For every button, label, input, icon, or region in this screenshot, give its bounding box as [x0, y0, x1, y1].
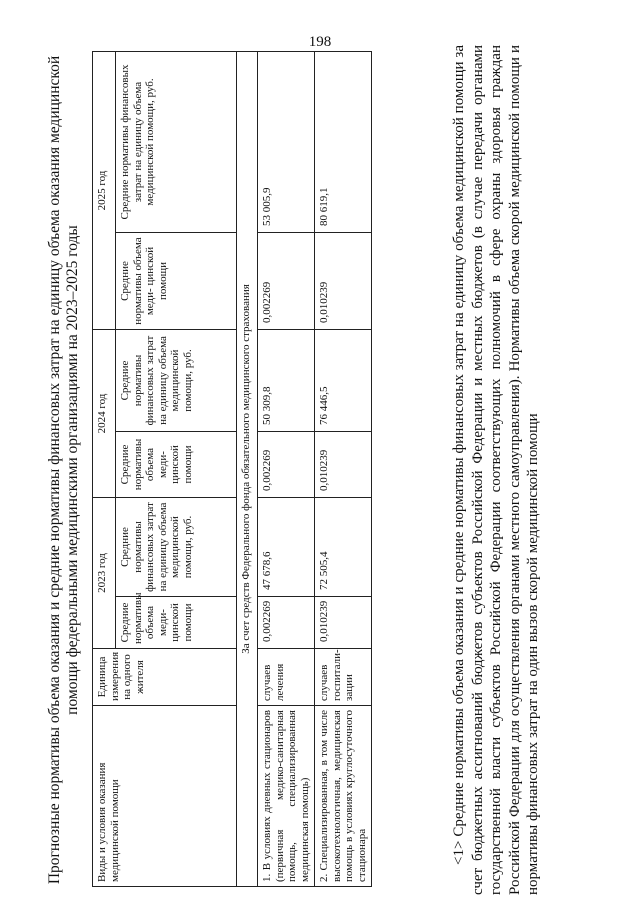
cell-cost-2025: 53 005,9 — [258, 52, 315, 233]
header-year-2023: 2023 год — [93, 498, 116, 649]
header-volume-norm-2024: Средние нормативы объема меди- цинской помощи — [116, 432, 237, 498]
footnote: <1> Средние нормативы объема оказания и средние нормативы финансовых затрат на единицу объема медицинской помощи за счет бюджетных ассигнований бюджетов субъектов Российской Федерации и местных бюджетов (в случае передачи органами государственной власти субъектов Российской Федерации соответствующих полномочий в сфере охраны здоровья граждан Российской Федерации для осуществления органами местного самоуправления). Нормативы объема скорой медицинской помощи и нормативы финансовых затрат на один вызов скорой медицинской помощи — [451, 45, 541, 895]
document-title: Прогнозные нормативы объема оказания и средние нормативы финансовых затрат на единицу объема оказания медицинской помощи федеральными медицинскими организациями на 2023–2025 годы — [46, 55, 81, 885]
header-cost-norm-2023: Средние нормативы финансовых затрат на единицу объема медицинской помощи, руб. — [116, 498, 237, 597]
header-year-2025: 2025 год — [93, 52, 116, 330]
norms-table — [92, 51, 372, 887]
cell-cost-2023: 47 678,6 — [258, 498, 315, 597]
table-row — [315, 52, 372, 887]
cell-volume-2024: 0,002269 — [258, 432, 315, 498]
cell-cost-2024: 50 309,8 — [258, 330, 315, 432]
cell-cost-2025: 80 619,1 — [315, 52, 372, 233]
cell-volume-2025: 0,010239 — [315, 233, 372, 330]
table-row — [258, 52, 315, 887]
cell-volume-2023: 0,010239 — [315, 597, 372, 649]
cell-cost-2024: 76 446,5 — [315, 330, 372, 432]
cell-cost-2023: 72 505,4 — [315, 498, 372, 597]
row-unit: случаев госпитали- зации — [315, 649, 372, 706]
header-cost-norm-2024: Средние нормативы финансовых затрат на единицу объема медицинской помощи, руб. — [116, 330, 237, 432]
section-title: За счет средств Федерального фонда обязательного медицинского страхования — [237, 52, 258, 887]
table-header-row — [93, 52, 116, 887]
page-number: 198 — [308, 34, 332, 50]
header-year-2024: 2024 год — [93, 330, 116, 498]
cell-volume-2024: 0,010239 — [315, 432, 372, 498]
header-volume-norm-2023: Средние нормативы объема меди- цинской помощи — [116, 597, 237, 649]
table-section-row — [237, 52, 258, 887]
row-name: 2. Специализированная, в том числе высокотехнологичная, медицинская помощь в условиях круглосуточного стационара — [315, 706, 372, 887]
row-name: 1. В условиях дневных стационаров (первичная медико-санитарная помощь, специализированная медицинская помощь) — [258, 706, 315, 887]
cell-volume-2025: 0,002269 — [258, 233, 315, 330]
cell-volume-2023: 0,002269 — [258, 597, 315, 649]
header-volume-norm-2025: Средние нормативы объема меди- цинской помощи — [116, 233, 237, 330]
header-cost-norm-2025: Средние нормативы финансовых затрат на единицу объема медицинской помощи, руб. — [116, 52, 237, 233]
rotated-page-content — [40, 45, 620, 895]
row-unit: случаев лечения — [258, 649, 315, 706]
header-kind: Виды и условия оказания медицинской помощи — [93, 706, 237, 887]
header-unit: Единица измерения на одного жителя — [93, 649, 237, 706]
